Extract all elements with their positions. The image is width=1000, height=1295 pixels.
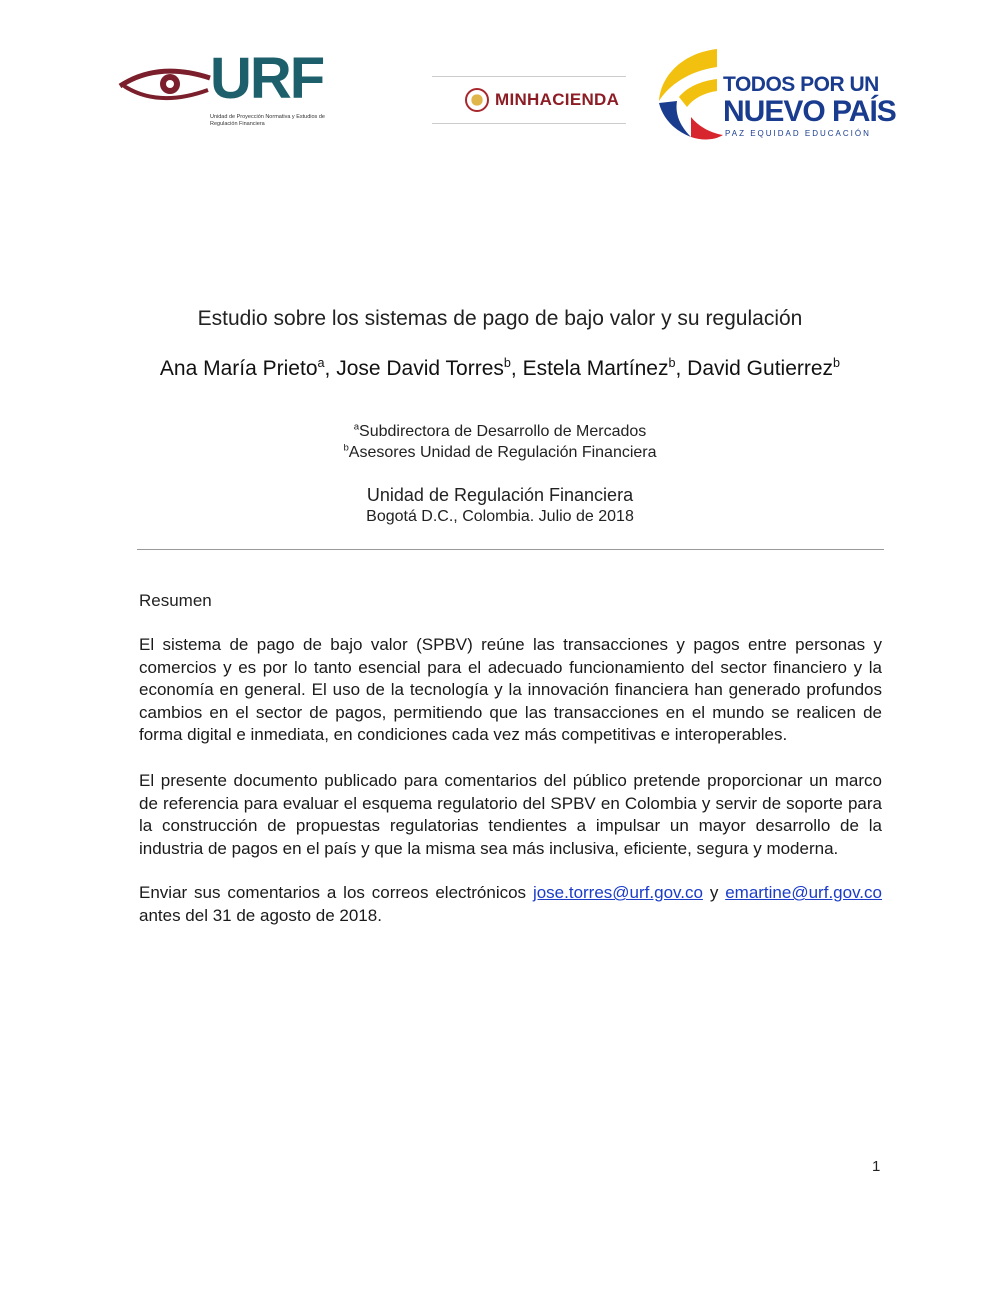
author-list bbox=[0, 357, 1000, 381]
author-name: Jose David Torres bbox=[336, 357, 504, 380]
gobierno-logo-line2: NUEVO PAÍS bbox=[723, 95, 896, 128]
author-affiliation-mark: b bbox=[668, 356, 676, 370]
author-name: Ana María Prieto bbox=[159, 357, 318, 380]
urf-eye-icon bbox=[118, 56, 214, 116]
affiliation-mark: a bbox=[353, 421, 360, 433]
urf-logo bbox=[118, 46, 333, 140]
abstract-heading: Resumen bbox=[139, 591, 212, 610]
gobierno-logo-line3: PAZ EQUIDAD EDUCACIÓN bbox=[725, 129, 871, 138]
email-link-jose-torres[interactable]: jose.torres@urf.gov.co bbox=[532, 883, 703, 902]
comments-text-between: y bbox=[702, 883, 726, 902]
affiliation-mark: b bbox=[343, 442, 349, 454]
author-name: Estela Martínez bbox=[522, 357, 669, 380]
place-date: Bogotá D.C., Colombia. Julio de 2018 bbox=[366, 508, 634, 525]
affiliation-b bbox=[0, 444, 1000, 462]
abstract-paragraph-3 bbox=[139, 882, 882, 927]
colombia-flag-swoosh-icon bbox=[655, 45, 725, 145]
gobierno-logo-line1: TODOS POR UN bbox=[723, 73, 879, 96]
author-affiliation-mark: b bbox=[833, 356, 841, 370]
comments-text-after: antes del 31 de agosto de 2018. bbox=[139, 905, 382, 925]
minhacienda-logo-word: MINHACIENDA bbox=[495, 90, 620, 109]
author-separator: , bbox=[510, 357, 523, 380]
author-affiliation-mark: b bbox=[503, 356, 511, 370]
author-separator: , bbox=[675, 357, 688, 380]
minhacienda-rule-top bbox=[432, 76, 626, 77]
document-title: Estudio sobre los sistemas de pago de bajo valor y su regulación bbox=[197, 307, 803, 330]
affiliation-text: Subdirectora de Desarrollo de Mercados bbox=[359, 423, 647, 440]
urf-logo-subtitle: Unidad de Proyección Normativa y Estudios de Regulación Financiera bbox=[210, 114, 325, 127]
colombia-seal-icon bbox=[465, 88, 489, 112]
affiliation-text: Asesores Unidad de Regulación Financiera bbox=[348, 444, 657, 461]
todos-por-un-nuevo-pais-logo bbox=[655, 45, 896, 145]
author-name: David Gutierrez bbox=[687, 357, 834, 380]
abstract-paragraph-1: El sistema de pago de bajo valor (SPBV) reúne las transacciones y pagos entre personas y comercios y es por lo tanto esencial para el adecuado funcionamiento del sector financiero y la economía en general. El uso de la tecnología y la innovación financiera han generado profundos cambios en el sector de pagos, permitiendo que las transacciones en el mundo se realicen de forma digital e inmediata, en condiciones cada vez más competitivas e interoperables. bbox=[139, 635, 882, 744]
urf-logo-word: URF bbox=[210, 46, 324, 111]
horizontal-divider bbox=[137, 549, 884, 550]
affiliation-a bbox=[0, 423, 1000, 441]
page-number: 1 bbox=[872, 1158, 881, 1175]
author-affiliation-mark: a bbox=[317, 356, 325, 370]
abstract-paragraph-2: El presente documento publicado para comentarios del público pretende proporcionar un marco de referencia para evaluar el esquema regulatorio del SPBV en Colombia y servir de soporte para la construcción de propuestas regulatorias tendientes a impulsar un mayor desarrollo de la industria de pagos en el país y que la misma sea más inclusiva, eficiente, segura y moderna. bbox=[139, 771, 882, 858]
email-link-emartine[interactable]: emartine@urf.gov.co bbox=[725, 883, 882, 902]
author-separator: , bbox=[324, 357, 337, 380]
comments-text-before: Enviar sus comentarios a los correos electrónicos bbox=[139, 883, 533, 902]
minhacienda-logo bbox=[432, 76, 626, 124]
institution-name: Unidad de Regulación Financiera bbox=[366, 485, 634, 505]
minhacienda-rule-bottom bbox=[432, 123, 626, 124]
